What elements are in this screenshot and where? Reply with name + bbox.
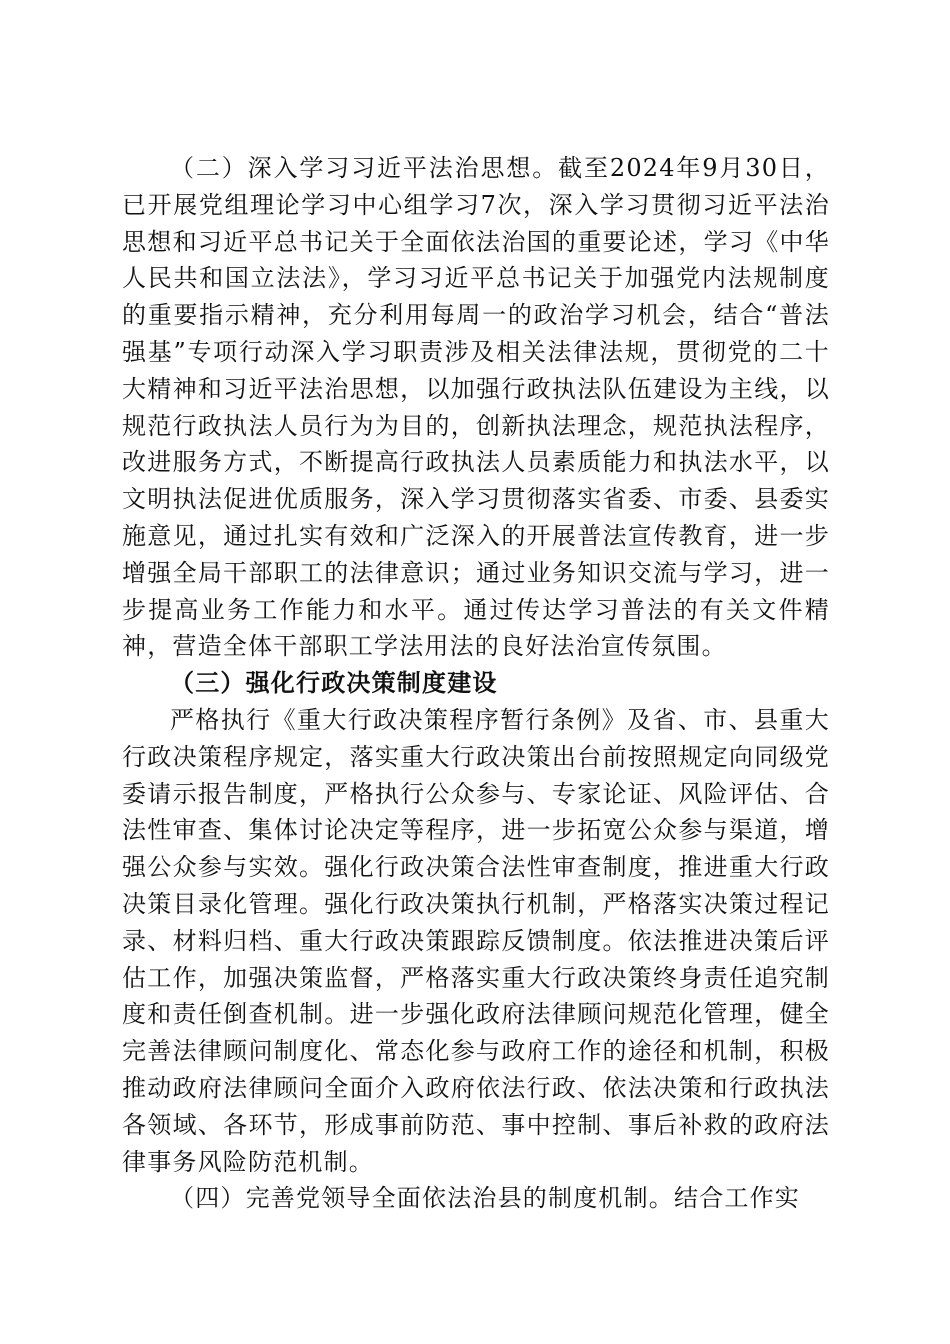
paragraph-decision-system: 严格执行《重大行政决策程序暂行条例》及省、市、县重大行政决策程序规定，落实重大行政决策出台前按照规定向同级党委请示报告制度，严格执行公众参与、专家论证、风险评估、合法性审查、集体讨论决定等程序，进一步拓宽公众参与渠道，增强公众参与实效。强化行政决策合法性审查制度，推进重大行政决策目录化管理。强化行政决策执行机制，严格落实决策过程记录、材料归档、重大行政决策跟踪反馈制度。依法推进决策后评估工作，加强决策监督，严格落实重大行政决策终身责任追究制度和责任倒查机制。进一步强化政府法律顾问规范化管理，健全完善法律顾问制度化、常态化参与政府工作的途径和机制，积极推动政府法律顾问全面介入政府依法行政、依法决策和行政执法各领域、各环节，形成事前防范、事中控制、事后补救的政府法律事务风险防范机制。 bbox=[122, 705, 830, 1176]
document-body bbox=[122, 150, 830, 1217]
paragraph-study-rule-of-law-thought: （二）深入学习习近平法治思想。截至2024年9月30日，已开展党组理论学习中心组学习7次，深入学习贯彻习近平法治思想和习近平总书记关于全面依法治国的重要论述，学习《中华人民共和国立法法》，学习习近平总书记关于加强党内法规制度的重要指示精神，充分利用每周一的政治学习机会，结合“普法强基”专项行动深入学习职责涉及相关法律法规，贯彻党的二十大精神和习近平法治思想，以加强行政执法队伍建设为主线，以规范行政执法人员行为为目的，创新执法理念，规范执法程序，改进服务方式，不断提高行政执法人员素质能力和执法水平，以文明执法促进优质服务，深入学习贯彻落实省委、市委、县委实施意见，通过扎实有效和广泛深入的开展普法宣传教育，进一步增强全局干部职工的法律意识；通过业务知识交流与学习，进一步提高业务工作能力和水平。通过传达学习普法的有关文件精神，营造全体干部职工学法用法的良好法治宣传氛围。 bbox=[122, 154, 830, 661]
section-heading-decision-system: （三）强化行政决策制度建设 bbox=[170, 668, 498, 698]
paragraph-party-leadership-mechanism: （四）完善党领导全面依法治县的制度机制。结合工作实 bbox=[170, 1184, 800, 1213]
